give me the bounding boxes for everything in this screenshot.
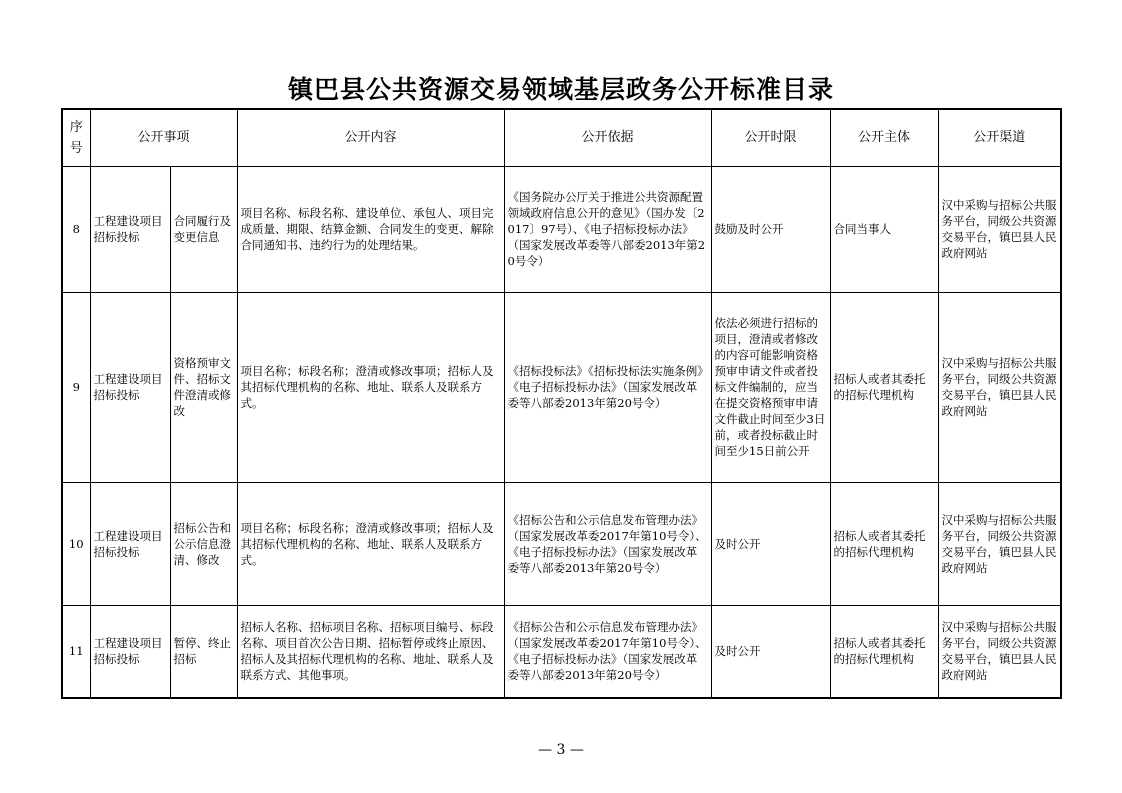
row-category: 工程建设项目招标投标 <box>90 166 170 292</box>
header-channel: 公开渠道 <box>938 109 1061 166</box>
row-time: 及时公开 <box>711 482 830 605</box>
table-row <box>62 605 1061 698</box>
header-index: 序号 <box>62 109 90 166</box>
table-row <box>62 482 1061 605</box>
row-category: 工程建设项目招标投标 <box>90 605 170 698</box>
row-category: 工程建设项目招标投标 <box>90 292 170 482</box>
row-basis: 《招标投标法》《招标投标法实施条例》《电子招标投标办法》（国家发展改革委等八部委2013年第20号令） <box>504 292 711 482</box>
row-content: 招标人名称、招标项目名称、招标项目编号、标段名称、项目首次公告日期、招标暂停或终止原因、招标人及其招标代理机构的名称、地址、联系人及联系方式、其他事项。 <box>237 605 504 698</box>
row-channel: 汉中采购与招标公共服务平台，同级公共资源交易平台，镇巴县人民政府网站 <box>938 482 1061 605</box>
row-subitem: 合同履行及变更信息 <box>170 166 237 292</box>
row-time: 依法必须进行招标的项目，澄清或者修改的内容可能影响资格预审申请文件或者投标文件编制的，应当在提交资格预审申请文件截止时间至少3日前，或者投标截止时间至少15日前公开 <box>711 292 830 482</box>
row-subject: 招标人或者其委托的招标代理机构 <box>830 482 938 605</box>
header-content: 公开内容 <box>237 109 504 166</box>
row-content: 项目名称；标段名称；澄清或修改事项；招标人及其招标代理机构的名称、地址、联系人及联系方式。 <box>237 482 504 605</box>
row-content: 项目名称、标段名称、建设单位、承包人、项目完成质量、期限、结算金额、合同发生的变更、解除合同通知书、违约行为的处理结果。 <box>237 166 504 292</box>
row-category: 工程建设项目招标投标 <box>90 482 170 605</box>
page-number: — 3 — <box>538 742 584 758</box>
header-time: 公开时限 <box>711 109 830 166</box>
row-channel: 汉中采购与招标公共服务平台，同级公共资源交易平台，镇巴县人民政府网站 <box>938 605 1061 698</box>
standard-catalog-table <box>61 108 1062 699</box>
row-subitem: 招标公告和公示信息澄清、修改 <box>170 482 237 605</box>
row-content: 项目名称；标段名称；澄清或修改事项；招标人及其招标代理机构的名称、地址、联系人及联系方式。 <box>237 292 504 482</box>
row-basis: 《招标公告和公示信息发布管理办法》（国家发展改革委2017年第10号令）、《电子招标投标办法》（国家发展改革委等八部委2013年第20号令） <box>504 605 711 698</box>
row-subitem: 资格预审文件、招标文件澄清或修改 <box>170 292 237 482</box>
table-row <box>62 166 1061 292</box>
row-channel: 汉中采购与招标公共服务平台，同级公共资源交易平台，镇巴县人民政府网站 <box>938 292 1061 482</box>
row-channel: 汉中采购与招标公共服务平台，同级公共资源交易平台，镇巴县人民政府网站 <box>938 166 1061 292</box>
page-title: 镇巴县公共资源交易领域基层政务公开标准目录 <box>287 75 834 104</box>
header-subject: 公开主体 <box>830 109 938 166</box>
row-index: 9 <box>62 292 90 482</box>
row-index: 8 <box>62 166 90 292</box>
row-basis: 《国务院办公厅关于推进公共资源配置领域政府信息公开的意见》（国办发〔2017〕97号）、《电子招标投标办法》（国家发展改革委等八部委2013年第20号令） <box>504 166 711 292</box>
row-subject: 招标人或者其委托的招标代理机构 <box>830 292 938 482</box>
row-basis: 《招标公告和公示信息发布管理办法》（国家发展改革委2017年第10号令）、《电子招标投标办法》（国家发展改革委等八部委2013年第20号令） <box>504 482 711 605</box>
row-subject: 合同当事人 <box>830 166 938 292</box>
row-index: 11 <box>62 605 90 698</box>
table-header-row <box>62 109 1061 166</box>
row-time: 及时公开 <box>711 605 830 698</box>
header-basis: 公开依据 <box>504 109 711 166</box>
row-subitem: 暂停、终止招标 <box>170 605 237 698</box>
table-row <box>62 292 1061 482</box>
header-item: 公开事项 <box>90 109 237 166</box>
row-subject: 招标人或者其委托的招标代理机构 <box>830 605 938 698</box>
row-time: 鼓励及时公开 <box>711 166 830 292</box>
row-index: 10 <box>62 482 90 605</box>
